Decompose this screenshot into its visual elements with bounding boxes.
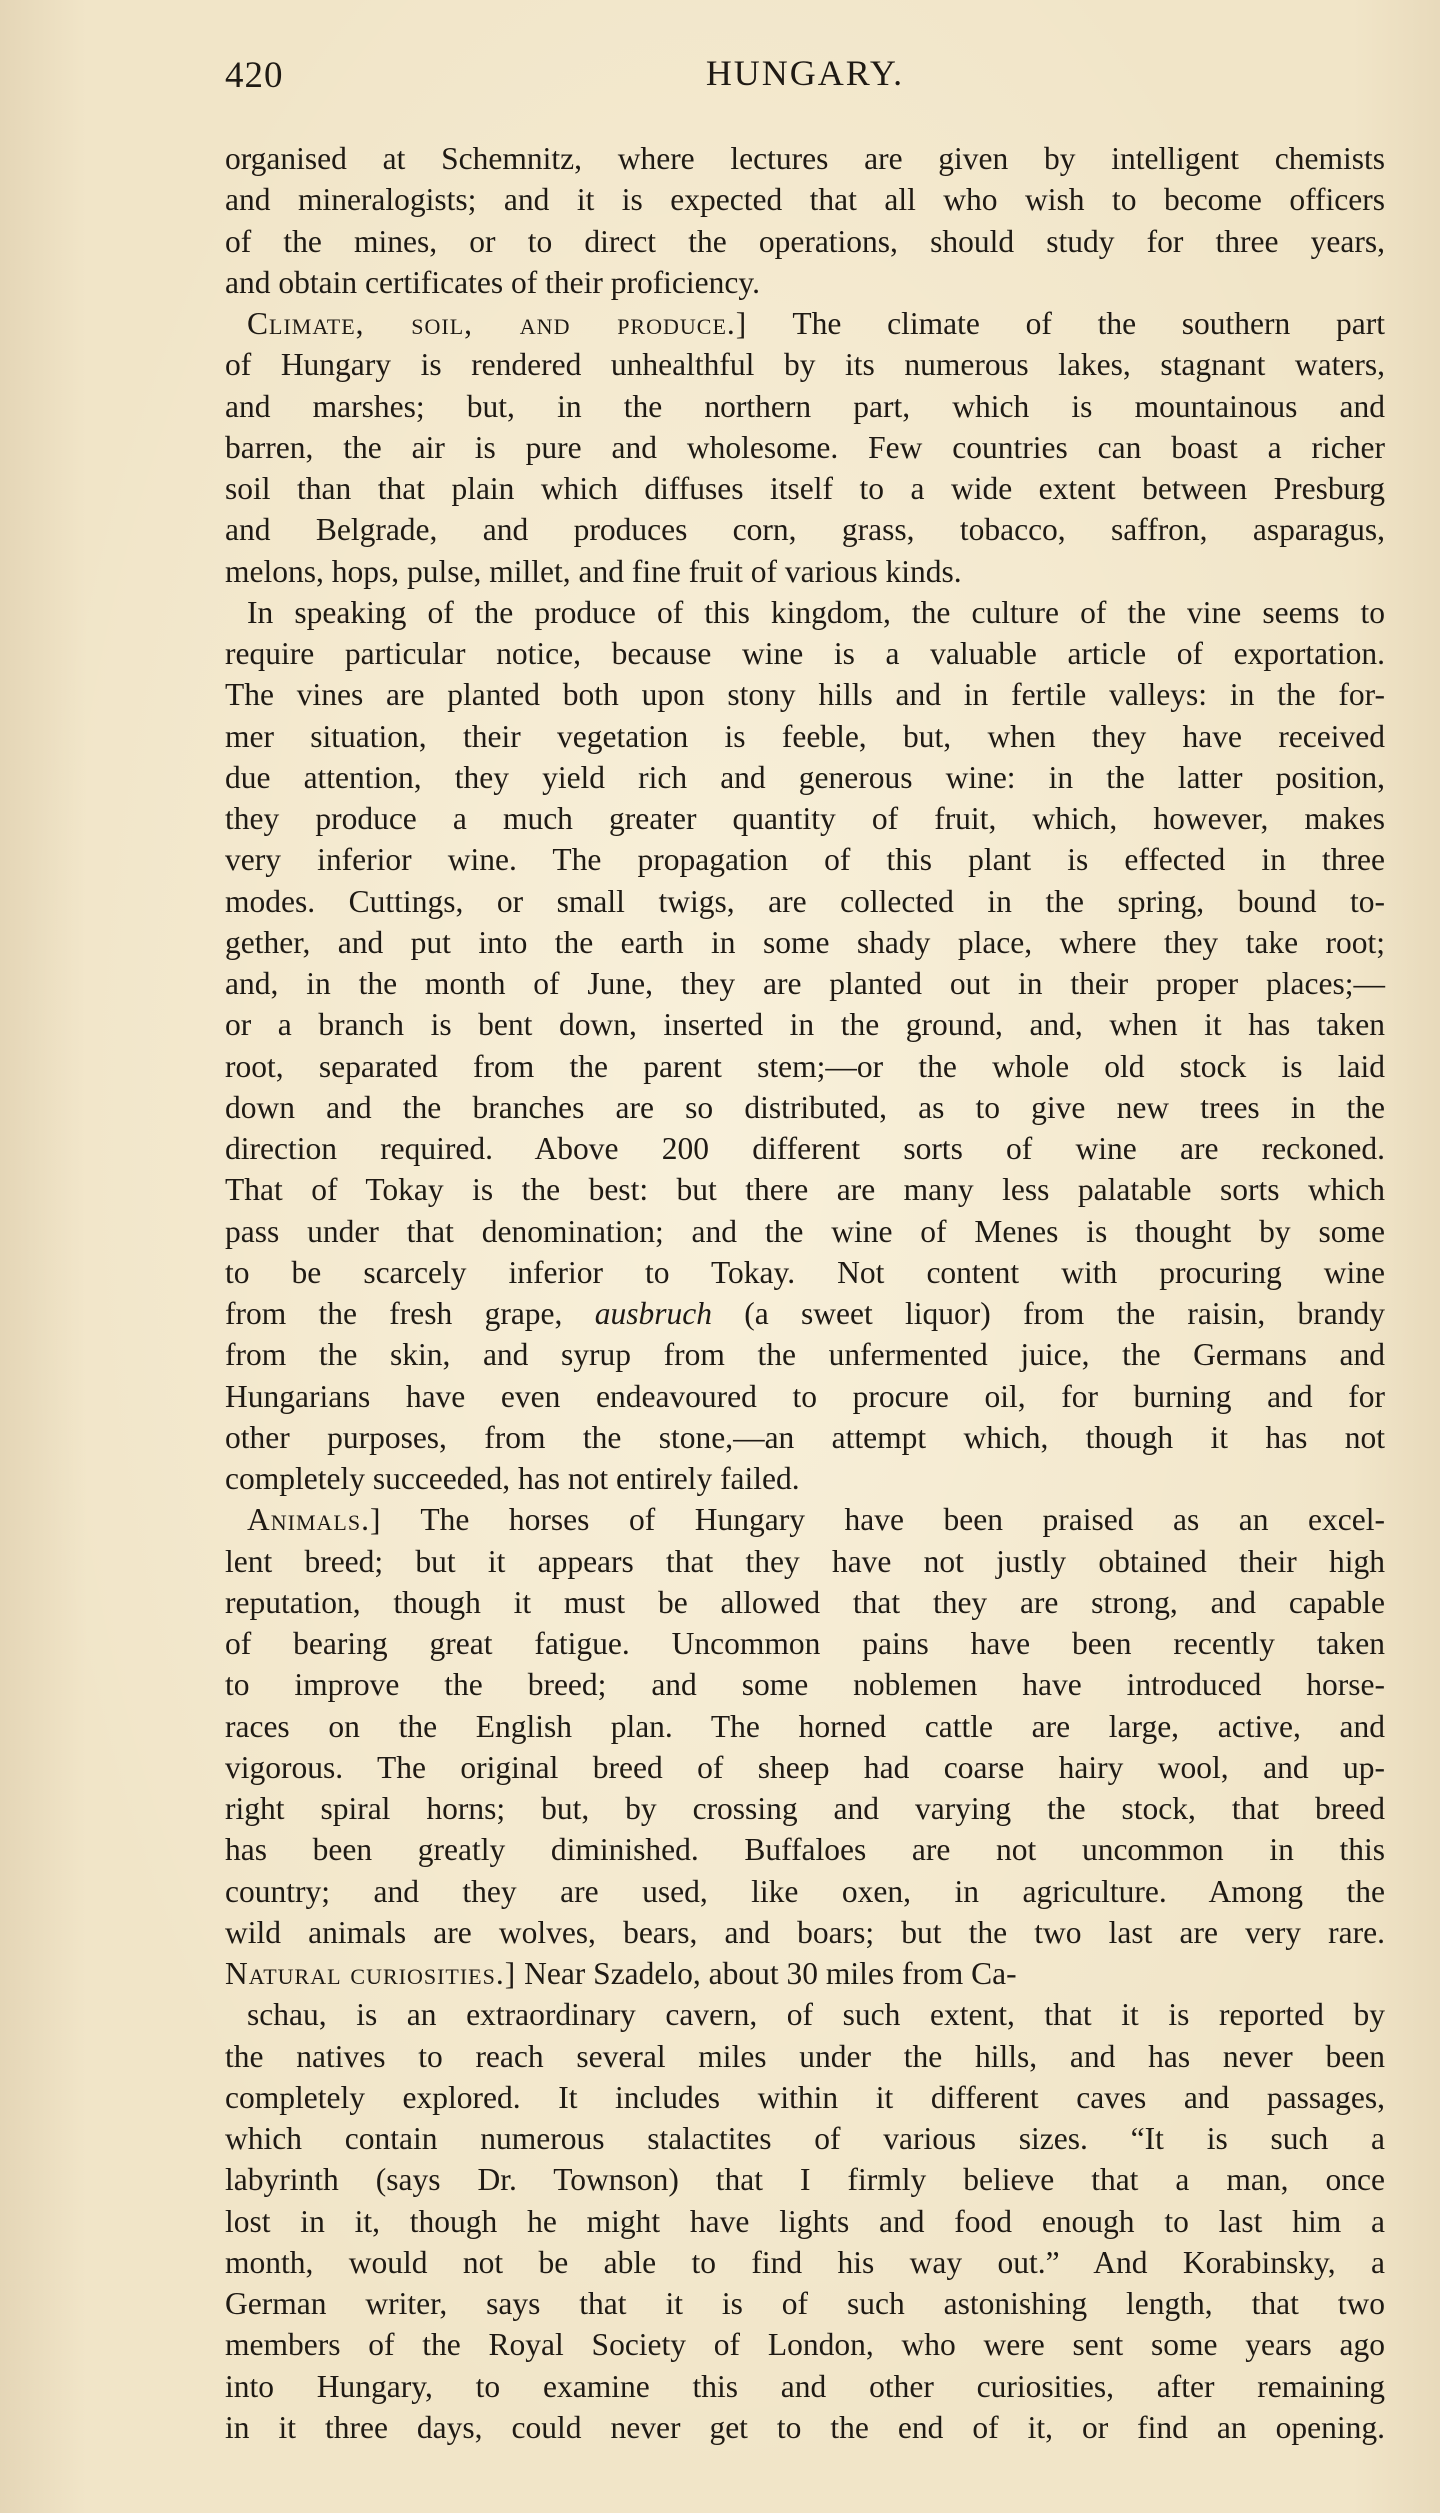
text-line: completely succeeded, has not entirely failed.: [225, 1461, 800, 1496]
text-line: pass under that denomination; and the wine of Menes is thought by some: [225, 1213, 1385, 1249]
text-line: very inferior wine. The propagation of this plant is effected in three: [225, 842, 1385, 878]
text-line: barren, the air is pure and wholesome. Few countries can boast a richer: [225, 429, 1385, 465]
text-line: into Hungary, to examine this and other curiosities, after remaining: [225, 2368, 1385, 2404]
text-line: which contain numerous stalactites of various sizes. “It is such a: [225, 2121, 1385, 2156]
text-line: [225, 1953, 1385, 1994]
text-line: require particular notice, because wine is a valuable article of exportation.: [225, 636, 1385, 671]
text-line: direction required. Above 200 different sorts of wine are reckoned.: [225, 1131, 1385, 1166]
page-number: 420: [225, 55, 284, 96]
text-line: and, in the month of June, they are planted out in their proper places;—: [225, 966, 1385, 1001]
text-line: root, separated from the parent stem;—or the whole old stock is laid: [225, 1048, 1385, 1084]
text-line: labyrinth (says Dr. Townson) that I firmly believe that a man, once: [225, 2162, 1385, 2198]
text-line: right spiral horns; but, by crossing and varying the stock, that breed: [225, 1791, 1385, 1826]
text-line: The vines are planted both upon stony hills and in fertile valleys: in the for-: [225, 677, 1385, 713]
text-line: and Belgrade, and produces corn, grass, tobacco, saffron, asparagus,: [225, 512, 1385, 548]
text-line: due attention, they yield rich and generous wine: in the latter position,: [225, 759, 1385, 795]
text-line: of bearing great fatigue. Uncommon pains have been recently taken: [225, 1626, 1385, 1661]
text-run: from the fresh grape,: [225, 1296, 595, 1331]
text-line: and marshes; but, in the northern part, which is mountainous and: [225, 388, 1385, 424]
text-line: [225, 1499, 1385, 1540]
text-line: soil than that plain which diffuses itself to a wide extent between Presburg: [225, 471, 1385, 506]
text-run: Near Szadelo, about 30 miles from Ca-: [516, 1956, 1017, 1991]
text-line: of the mines, or to direct the operations, should study for three years,: [225, 223, 1385, 259]
text-line: in it three days, could never get to the end of it, or find an opening.: [225, 2409, 1385, 2445]
text-line: lost in it, though he might have lights and food enough to last him a: [225, 2203, 1385, 2239]
text-line: races on the English plan. The horned cattle are large, active, and: [225, 1708, 1385, 1744]
text-line: they produce a much greater quantity of fruit, which, however, makes: [225, 801, 1385, 836]
text-line: German writer, says that it is of such astonishing length, that two: [225, 2286, 1385, 2321]
running-head: HUNGARY.: [705, 53, 905, 93]
text-line: has been greatly diminished. Buffaloes are not uncommon in this: [225, 1832, 1385, 1868]
text-line: lent breed; but it appears that they have not justly obtained their high: [225, 1543, 1385, 1579]
text-line: to improve the breed; and some noblemen have introduced horse-: [225, 1667, 1385, 1703]
page-header: [225, 48, 1385, 108]
text-line: gether, and put into the earth in some shady place, where they take root;: [225, 924, 1385, 960]
section-heading: Natural curiosities.]: [225, 1956, 517, 1991]
text-line: month, would not be able to find his way out.” And Korabinsky, a: [225, 2244, 1385, 2280]
text-run: The horses of Hungary have been praised as an excel-: [381, 1502, 1385, 1538]
text-line: reputation, though it must be allowed that they are strong, and capable: [225, 1584, 1385, 1620]
text-line: mer situation, their vegetation is feeble, but, when they have received: [225, 718, 1385, 754]
text-run: The climate of the southern part: [747, 306, 1385, 341]
text-line: In speaking of the produce of this kingdom, the culture of the vine seems to: [247, 594, 1385, 630]
section-heading: Animals.]: [247, 1502, 382, 1538]
text-line: schau, is an extraordinary cavern, of such extent, that it is reported by: [247, 1997, 1385, 2033]
text-line: vigorous. The original breed of sheep had coarse hairy wool, and up-: [225, 1749, 1385, 1785]
text-line: of Hungary is rendered unhealthful by its numerous lakes, stagnant waters,: [225, 347, 1385, 383]
body-text: [225, 138, 1385, 2448]
text-line: and mineralogists; and it is expected that all who wish to become officers: [225, 182, 1385, 218]
text-line: Hungarians have even endeavoured to procure oil, for burning and for: [225, 1378, 1385, 1414]
text-line: organised at Schemnitz, where lectures are given by intelligent chemists: [225, 141, 1385, 176]
text-line: other purposes, from the stone,—an attempt which, though it has not: [225, 1419, 1385, 1455]
text-line: from the skin, and syrup from the unfermented juice, the Germans and: [225, 1337, 1385, 1373]
text-line: [225, 1293, 1385, 1334]
text-line: completely explored. It includes within it different caves and passages,: [225, 2079, 1385, 2115]
text-line: That of Tokay is the best: but there are many less palatable sorts which: [225, 1172, 1385, 1208]
italic-term: ausbruch: [594, 1296, 712, 1331]
text-line: and obtain certificates of their proficiency.: [225, 264, 760, 300]
text-line: members of the Royal Society of London, who were sent some years ago: [225, 2327, 1385, 2363]
text-line: melons, hops, pulse, millet, and fine fruit of various kinds.: [225, 553, 962, 589]
text-line: the natives to reach several miles under the hills, and has never been: [225, 2038, 1385, 2074]
text-line: country; and they are used, like oxen, in agriculture. Among the: [225, 1873, 1385, 1909]
text-line: or a branch is bent down, inserted in the ground, and, when it has taken: [225, 1007, 1385, 1043]
text-line: down and the branches are so distributed, as to give new trees in the: [225, 1089, 1385, 1125]
section-heading: Climate, soil, and produce.]: [247, 306, 748, 341]
text-line: modes. Cuttings, or small twigs, are collected in the spring, bound to-: [225, 883, 1385, 919]
text-line: [225, 303, 1385, 344]
text-line: to be scarcely inferior to Tokay. Not content with procuring wine: [225, 1254, 1385, 1290]
text-run: (a sweet liquor) from the raisin, brandy: [711, 1296, 1385, 1331]
text-line: wild animals are wolves, bears, and boars; but the two last are very rare.: [225, 1914, 1385, 1950]
